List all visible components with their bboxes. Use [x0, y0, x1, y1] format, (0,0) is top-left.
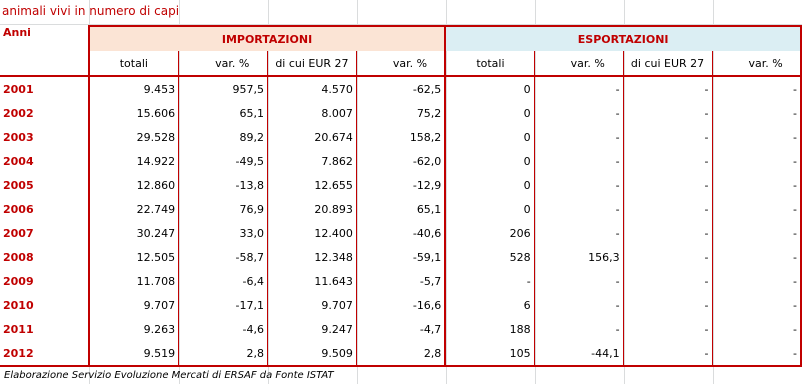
esportazioni-header[interactable]: ESPORTAZIONI [445, 26, 801, 51]
table-row [0, 317, 801, 341]
cell-export-var[interactable]: - [534, 197, 623, 221]
cell-import-var[interactable]: 33,0 [179, 221, 268, 245]
subheader-export-eur27-var[interactable]: var. % [712, 51, 801, 76]
cell-import-var[interactable]: -6,4 [179, 269, 268, 293]
table-row [0, 197, 801, 221]
table-row [0, 173, 801, 197]
subheader-export-var[interactable]: var. % [534, 51, 623, 76]
year-cell[interactable]: 2004 [0, 149, 89, 173]
cell-import-totali[interactable]: 29.528 [89, 125, 179, 149]
year-cell[interactable]: 2012 [0, 341, 89, 366]
cell-import-eur27[interactable]: 12.348 [267, 245, 356, 269]
cell-import-eur27-var[interactable]: -62,5 [356, 76, 445, 101]
importazioni-header[interactable]: IMPORTAZIONI [89, 26, 446, 51]
cell-import-totali[interactable]: 14.922 [89, 149, 179, 173]
subheader-import-totali[interactable]: totali [89, 51, 179, 76]
cell-import-var[interactable]: -4,6 [179, 317, 268, 341]
subheader-export-totali[interactable]: totali [445, 51, 534, 76]
year-cell[interactable]: 2010 [0, 293, 89, 317]
subheader-import-var[interactable]: var. % [179, 51, 268, 76]
cell-import-totali[interactable]: 12.860 [89, 173, 179, 197]
cell-import-eur27[interactable]: 9.247 [267, 317, 356, 341]
cell-export-eur27[interactable]: - [623, 76, 712, 101]
cell-import-var[interactable]: 76,9 [179, 197, 268, 221]
cell-import-totali[interactable]: 9.453 [89, 76, 179, 101]
subheader-import-eur27-var[interactable]: var. % [356, 51, 445, 76]
table-row [0, 221, 801, 245]
cell-import-eur27-var[interactable]: -40,6 [356, 221, 445, 245]
cell-import-var[interactable]: 2,8 [179, 341, 268, 366]
cell-export-totali[interactable]: - [445, 269, 534, 293]
cell-import-totali[interactable]: 22.749 [89, 197, 179, 221]
table-row [0, 269, 801, 293]
cell-import-totali[interactable]: 9.707 [89, 293, 179, 317]
cell-export-eur27-var[interactable]: - [712, 173, 801, 197]
cell-export-eur27[interactable]: - [623, 197, 712, 221]
cell-export-var[interactable]: - [534, 173, 623, 197]
cell-import-totali[interactable]: 9.519 [89, 341, 179, 366]
cell-import-totali[interactable]: 15.606 [89, 101, 179, 125]
cell-import-eur27[interactable]: 9.509 [267, 341, 356, 366]
cell-import-var[interactable]: 65,1 [179, 101, 268, 125]
cell-export-var[interactable]: - [534, 221, 623, 245]
year-cell[interactable]: 2003 [0, 125, 89, 149]
cell-import-eur27-var[interactable]: -12,9 [356, 173, 445, 197]
table-row [0, 101, 801, 125]
cell-import-var[interactable]: -49,5 [179, 149, 268, 173]
sheet-title: animali vivi in numero di capi [2, 4, 180, 18]
cell-export-var[interactable]: -44,1 [534, 341, 623, 366]
cell-import-var[interactable]: 89,2 [179, 125, 268, 149]
cell-import-eur27-var[interactable]: 75,2 [356, 101, 445, 125]
cell-export-totali[interactable]: 0 [445, 149, 534, 173]
cell-import-eur27[interactable]: 11.643 [267, 269, 356, 293]
cell-import-eur27-var[interactable]: 2,8 [356, 341, 445, 366]
cell-import-eur27[interactable]: 20.893 [267, 197, 356, 221]
cell-import-totali[interactable]: 30.247 [89, 221, 179, 245]
year-cell[interactable]: 2002 [0, 101, 89, 125]
header-row [0, 26, 801, 51]
cell-import-eur27[interactable]: 9.707 [267, 293, 356, 317]
cell-import-eur27[interactable]: 12.400 [267, 221, 356, 245]
year-cell[interactable]: 2006 [0, 197, 89, 221]
cell-export-eur27-var[interactable]: - [712, 197, 801, 221]
cell-export-eur27[interactable]: - [623, 221, 712, 245]
cell-import-eur27-var[interactable]: -62,0 [356, 149, 445, 173]
cell-import-eur27-var[interactable]: -5,7 [356, 269, 445, 293]
cell-export-var[interactable]: - [534, 149, 623, 173]
cell-import-totali[interactable]: 12.505 [89, 245, 179, 269]
cell-import-eur27[interactable]: 8.007 [267, 101, 356, 125]
year-cell[interactable]: 2007 [0, 221, 89, 245]
cell-import-var[interactable]: 957,5 [179, 76, 268, 101]
year-cell[interactable]: 2011 [0, 317, 89, 341]
cell-import-var[interactable]: -17,1 [179, 293, 268, 317]
cell-export-eur27-var[interactable]: - [712, 221, 801, 245]
table-row [0, 293, 801, 317]
cell-export-eur27-var[interactable]: - [712, 269, 801, 293]
cell-export-eur27[interactable]: - [623, 269, 712, 293]
data-table [0, 25, 802, 367]
cell-import-var[interactable]: -58,7 [179, 245, 268, 269]
cell-export-eur27-var[interactable]: - [712, 317, 801, 341]
cell-export-totali[interactable]: 105 [445, 341, 534, 366]
cell-export-totali[interactable]: 206 [445, 221, 534, 245]
cell-export-eur27-var[interactable]: - [712, 125, 801, 149]
cell-export-eur27-var[interactable]: - [712, 293, 801, 317]
cell-export-eur27[interactable]: - [623, 245, 712, 269]
cell-export-eur27[interactable]: - [623, 293, 712, 317]
year-cell[interactable]: 2001 [0, 76, 89, 101]
cell-export-eur27-var[interactable]: - [712, 101, 801, 125]
table-row [0, 76, 801, 101]
cell-import-totali[interactable]: 9.263 [89, 317, 179, 341]
cell-export-eur27[interactable]: - [623, 101, 712, 125]
cell-export-var[interactable]: - [534, 293, 623, 317]
subheader-export-eur27[interactable]: di cui EUR 27 [623, 51, 712, 76]
subheader-row [0, 51, 801, 76]
table-row [0, 125, 801, 149]
cell-import-eur27[interactable]: 7.862 [267, 149, 356, 173]
cell-import-eur27[interactable]: 12.655 [267, 173, 356, 197]
year-cell[interactable]: 2009 [0, 269, 89, 293]
cell-export-totali[interactable]: 528 [445, 245, 534, 269]
cell-export-var[interactable]: - [534, 269, 623, 293]
cell-import-eur27[interactable]: 20.674 [267, 125, 356, 149]
cell-import-var[interactable]: -13,8 [179, 173, 268, 197]
cell-export-totali[interactable]: 0 [445, 125, 534, 149]
cell-export-var[interactable]: - [534, 101, 623, 125]
cell-import-eur27-var[interactable]: -59,1 [356, 245, 445, 269]
cell-export-eur27-var[interactable]: - [712, 76, 801, 101]
table-row [0, 341, 801, 366]
cell-import-eur27-var[interactable]: 158,2 [356, 125, 445, 149]
cell-export-eur27-var[interactable]: - [712, 245, 801, 269]
source-note: Elaborazione Servizio Evoluzione Mercati di ERSAF da Fonte ISTAT [4, 370, 334, 381]
cell-export-eur27[interactable]: - [623, 125, 712, 149]
anni-header[interactable]: Anni [0, 26, 89, 76]
cell-import-eur27-var[interactable]: -16,6 [356, 293, 445, 317]
year-cell[interactable]: 2008 [0, 245, 89, 269]
cell-export-totali[interactable]: 0 [445, 173, 534, 197]
cell-export-totali[interactable]: 6 [445, 293, 534, 317]
cell-export-totali[interactable]: 0 [445, 76, 534, 101]
cell-export-eur27[interactable]: - [623, 317, 712, 341]
cell-import-totali[interactable]: 11.708 [89, 269, 179, 293]
cell-export-eur27-var[interactable]: - [712, 149, 801, 173]
cell-export-totali[interactable]: 0 [445, 101, 534, 125]
cell-export-eur27[interactable]: - [623, 149, 712, 173]
cell-export-totali[interactable]: 0 [445, 197, 534, 221]
table-row [0, 149, 801, 173]
table-row [0, 245, 801, 269]
cell-import-eur27-var[interactable]: 65,1 [356, 197, 445, 221]
year-cell[interactable]: 2005 [0, 173, 89, 197]
cell-export-var[interactable]: - [534, 76, 623, 101]
cell-import-eur27[interactable]: 4.570 [267, 76, 356, 101]
cell-export-var[interactable]: - [534, 125, 623, 149]
cell-export-var[interactable]: - [534, 317, 623, 341]
cell-export-var[interactable]: 156,3 [534, 245, 623, 269]
cell-export-eur27[interactable]: - [623, 173, 712, 197]
cell-export-eur27[interactable]: - [623, 341, 712, 366]
cell-export-eur27-var[interactable]: - [712, 341, 801, 366]
subheader-import-eur27[interactable]: di cui EUR 27 [267, 51, 356, 76]
cell-export-totali[interactable]: 188 [445, 317, 534, 341]
cell-import-eur27-var[interactable]: -4,7 [356, 317, 445, 341]
